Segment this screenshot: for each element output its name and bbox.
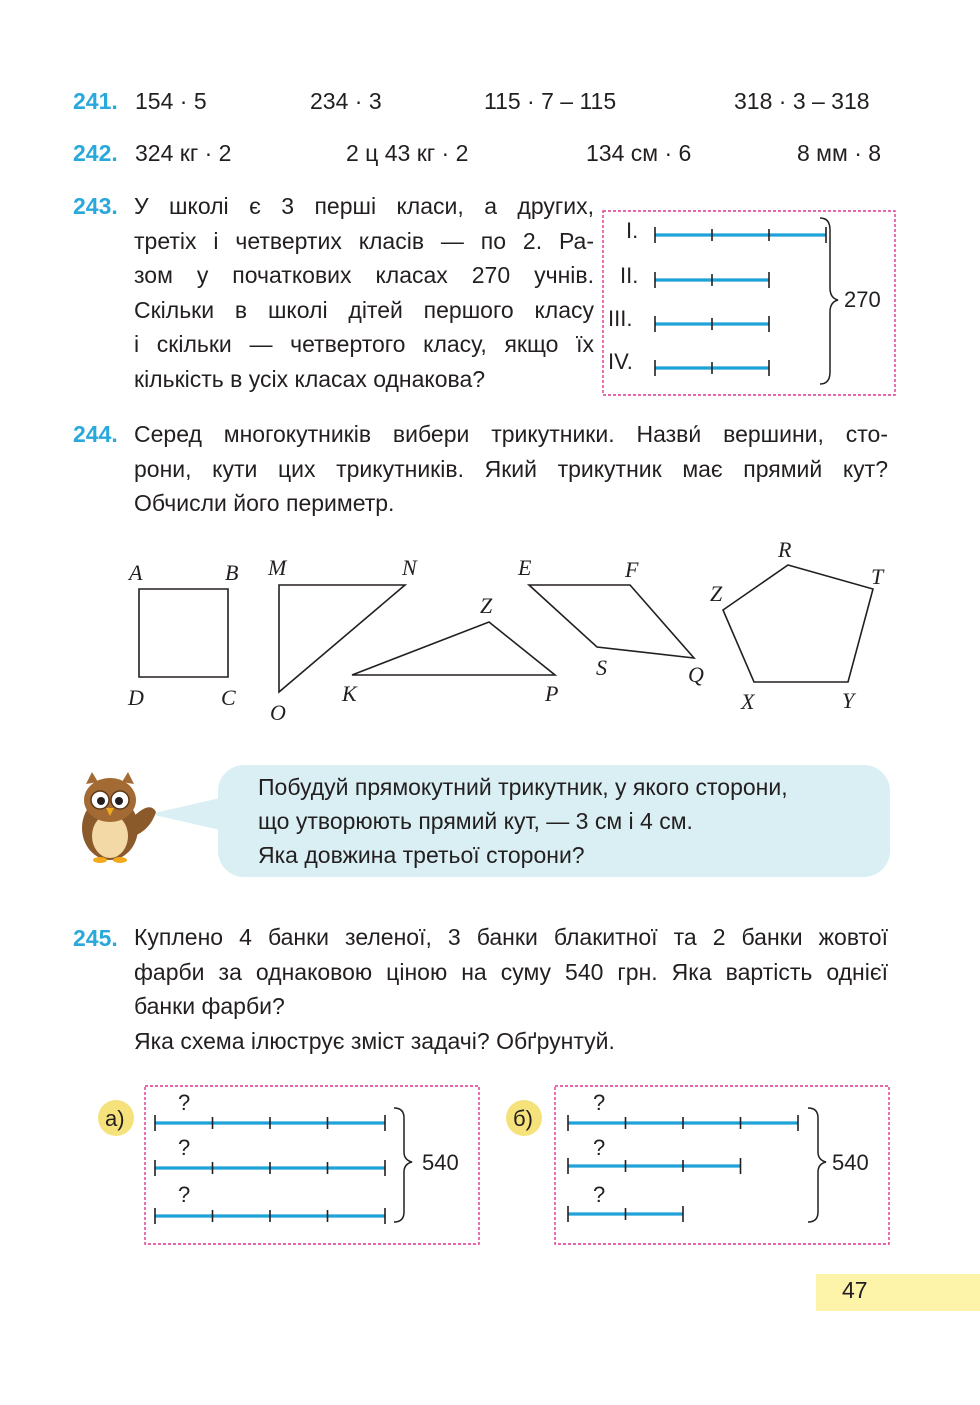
question-mark: ? xyxy=(593,1135,606,1160)
ex243-line-6: кількість в усіх класах однакова? xyxy=(134,365,486,392)
bubble-tail xyxy=(150,798,220,830)
scheme-b xyxy=(502,1080,902,1250)
ex245-text xyxy=(134,920,888,1058)
vertex-label: K xyxy=(342,681,357,706)
triangle-shape xyxy=(352,622,555,675)
scheme-a xyxy=(92,1080,492,1250)
ex242-item-2: 2 ц 43 кг · 2 xyxy=(346,140,469,166)
owl-line-3: Яка довжина третьої сторони? xyxy=(258,842,585,868)
owl-hint-text xyxy=(258,770,788,872)
ex243-line-5: і скільки — четвертого класу, якщо їх xyxy=(134,331,594,357)
vertex-label: O xyxy=(270,700,286,725)
vertex-label: Y xyxy=(842,688,855,713)
page-number: 47 xyxy=(842,1277,868,1303)
vertex-label: F xyxy=(625,557,639,582)
owl-line-1: Побудуй прямокутний трикутник, у якого сторони, xyxy=(258,774,788,800)
scheme-a-brace xyxy=(394,1108,412,1222)
ex243-text xyxy=(134,189,594,396)
exercise-number-245: 245. xyxy=(73,925,118,951)
vertex-label: C xyxy=(221,685,236,710)
ex242-item-1: 324 кг · 2 xyxy=(135,140,232,166)
row-label-3: III. xyxy=(608,306,633,331)
ex241-item-1: 154 · 5 xyxy=(135,88,207,114)
question-mark: ? xyxy=(178,1182,191,1207)
vertex-label: Q xyxy=(688,662,704,687)
exercise-number-241: 241. xyxy=(73,88,118,114)
vertex-label: A xyxy=(129,560,143,585)
vertex-label: S xyxy=(596,655,607,680)
ex244-line-2: рони, кути цих трикутників. Який трикутник має прямий кут? xyxy=(134,455,888,482)
ex244-line-3: Обчисли його периметр. xyxy=(134,490,395,516)
question-mark: ? xyxy=(593,1182,606,1207)
scheme-a-total: 540 xyxy=(422,1150,459,1175)
question-mark: ? xyxy=(593,1090,606,1115)
ex244-text xyxy=(134,417,888,521)
scheme-b-brace xyxy=(808,1108,826,1222)
ex245-line-1: Куплено 4 банки зеленої, 3 банки блакитної та 2 банки жовтої xyxy=(134,924,888,950)
ex245-question: Яка схема ілюструє зміст задачі? Обґрунтуй. xyxy=(134,1027,615,1054)
vertex-label: T xyxy=(871,564,884,589)
exercise-number-242: 242. xyxy=(73,140,118,166)
ex244-line-1: Серед многокутників вибери трикутники. Назви́ вершини, сто- xyxy=(134,421,888,447)
owl-icon xyxy=(70,770,230,870)
right-triangle-shape xyxy=(279,585,405,692)
ex242-item-4: 8 мм · 8 xyxy=(797,140,882,166)
ex243-total: 270 xyxy=(844,287,881,312)
ex242-item-3: 134 см · 6 xyxy=(586,140,692,166)
row-label-4: IV. xyxy=(608,349,633,374)
scheme-a-bars xyxy=(155,1115,385,1224)
vertex-label: X xyxy=(741,689,755,714)
vertex-label: B xyxy=(225,560,239,585)
vertex-label: Z xyxy=(710,581,723,606)
vertex-label: P xyxy=(545,681,559,706)
pentagon-shape xyxy=(723,565,873,682)
scheme-a-tag: а) xyxy=(105,1106,125,1131)
vertex-label: M xyxy=(268,555,287,580)
ex241-item-4: 318 · 3 – 318 xyxy=(734,88,870,114)
owl-line-2: що утворюють прямий кут, — 3 см і 4 см. xyxy=(258,808,693,834)
row-label-1: I. xyxy=(626,218,639,243)
ex243-brace xyxy=(820,218,838,384)
vertex-label: Z xyxy=(480,593,493,618)
ex241-item-3: 115 · 7 – 115 xyxy=(484,88,617,114)
ex243-segment-bars xyxy=(655,227,826,376)
page-number-box xyxy=(816,1274,980,1311)
ex241-item-2: 234 · 3 xyxy=(310,88,382,114)
ex243-line-3: зом у початкових класах 270 учнів. xyxy=(134,262,594,288)
question-mark: ? xyxy=(178,1090,191,1115)
ex245-line-2: фарби за однаковою ціною на суму 540 грн. Яка вартість однієї xyxy=(134,958,888,985)
quadrilateral-shape xyxy=(529,585,694,658)
ex243-line-2: третіх і четвертих класів — по 2. Ра- xyxy=(134,227,594,254)
exercise-number-244: 244. xyxy=(73,421,118,447)
ex244-polygons xyxy=(0,530,980,730)
vertex-label: E xyxy=(518,555,532,580)
exercise-number-243: 243. xyxy=(73,193,118,219)
vertex-label: N xyxy=(402,555,417,580)
question-mark: ? xyxy=(178,1135,191,1160)
ex243-diagram xyxy=(600,208,900,398)
vertex-label: R xyxy=(778,537,792,562)
ex243-line-4: Скільки в школі дітей першого класу xyxy=(134,296,594,323)
scheme-b-total: 540 xyxy=(832,1150,869,1175)
ex243-line-1: У школі є 3 перші класи, а других, xyxy=(134,193,594,219)
row-label-2: II. xyxy=(620,263,639,288)
scheme-b-tag: б) xyxy=(513,1106,533,1131)
square-shape xyxy=(139,589,228,677)
ex245-line-3: банки фарби? xyxy=(134,993,285,1019)
vertex-label: D xyxy=(128,685,144,710)
